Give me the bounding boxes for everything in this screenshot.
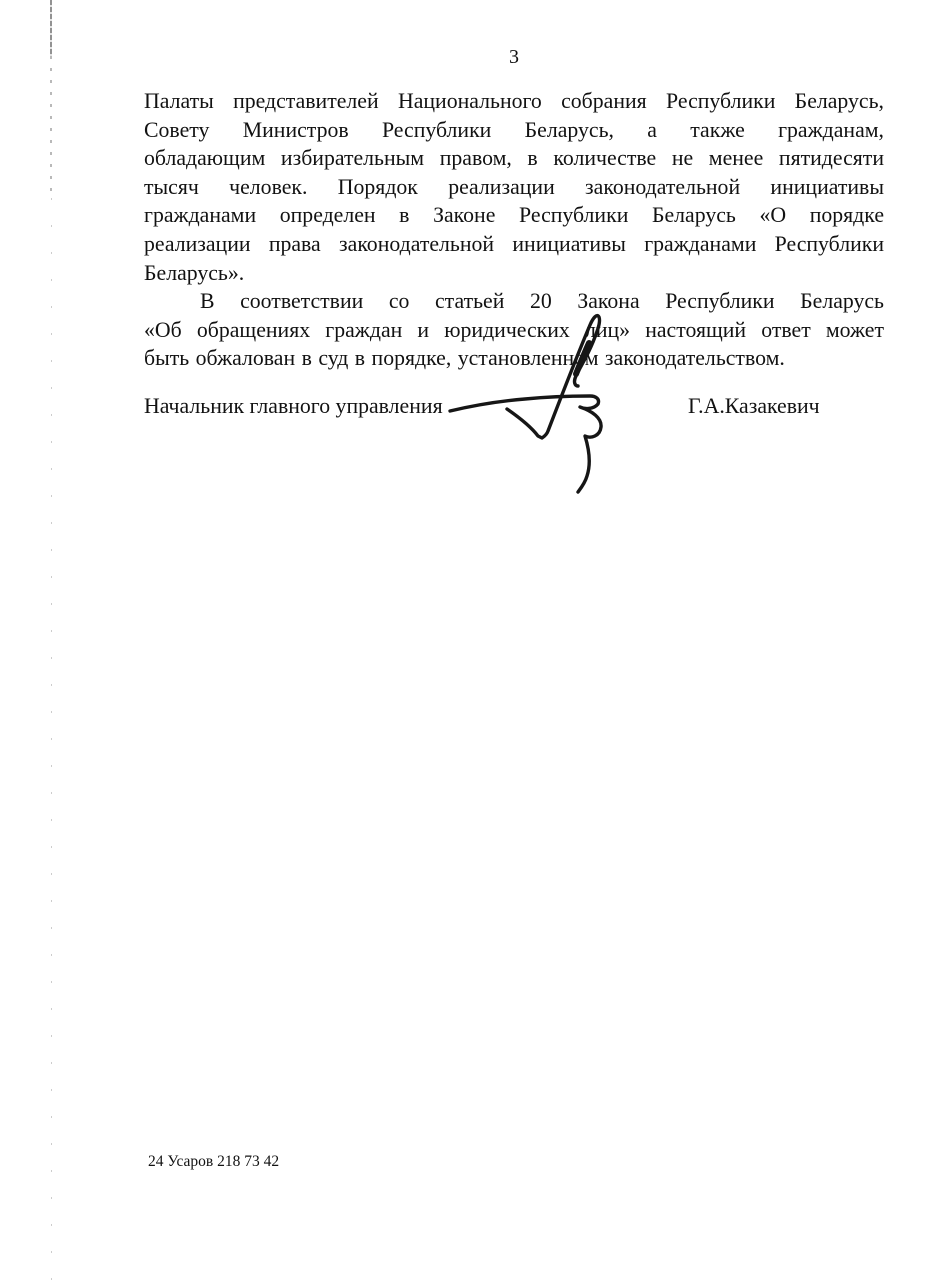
text-line: Беларусь». <box>144 260 245 285</box>
scan-artifact-dotted-line-top <box>50 0 52 56</box>
scan-artifact-dotted-line-mid <box>50 56 52 198</box>
paragraph-1 <box>144 87 884 287</box>
signatory-name: Г.А.Казакевич <box>688 394 820 418</box>
page-number: 3 <box>509 46 519 68</box>
text-line: Палаты представителей Национального собрания Республики Беларусь, <box>144 89 884 113</box>
text-line: гражданами определен в Законе Республики Беларусь «О порядке <box>144 203 884 228</box>
signature-title: Начальник главного управления <box>144 394 443 418</box>
text-line: Совету Министров Республики Беларусь, а также гражданам, <box>144 117 884 142</box>
scan-artifact-dotted-line <box>51 198 52 1280</box>
text-line: «Об обращениях граждан и юридических лиц» настоящий ответ может <box>144 317 884 342</box>
text-line: обладающим избирательным правом, в количестве не менее пятидесяти <box>144 146 884 171</box>
handwritten-signature <box>430 268 650 508</box>
footer-reference: 24 Усаров 218 73 42 <box>148 1153 280 1170</box>
text-line: реализации права законодательной инициативы гражданами Республики <box>144 231 884 256</box>
text-line: В соответствии со статьей 20 Закона Республики Беларусь <box>200 289 884 314</box>
text-line: тысяч человек. Порядок реализации законодательной инициативы <box>144 174 884 199</box>
text-line: быть обжалован в суд в порядке, установленном законодательством. <box>144 346 785 371</box>
